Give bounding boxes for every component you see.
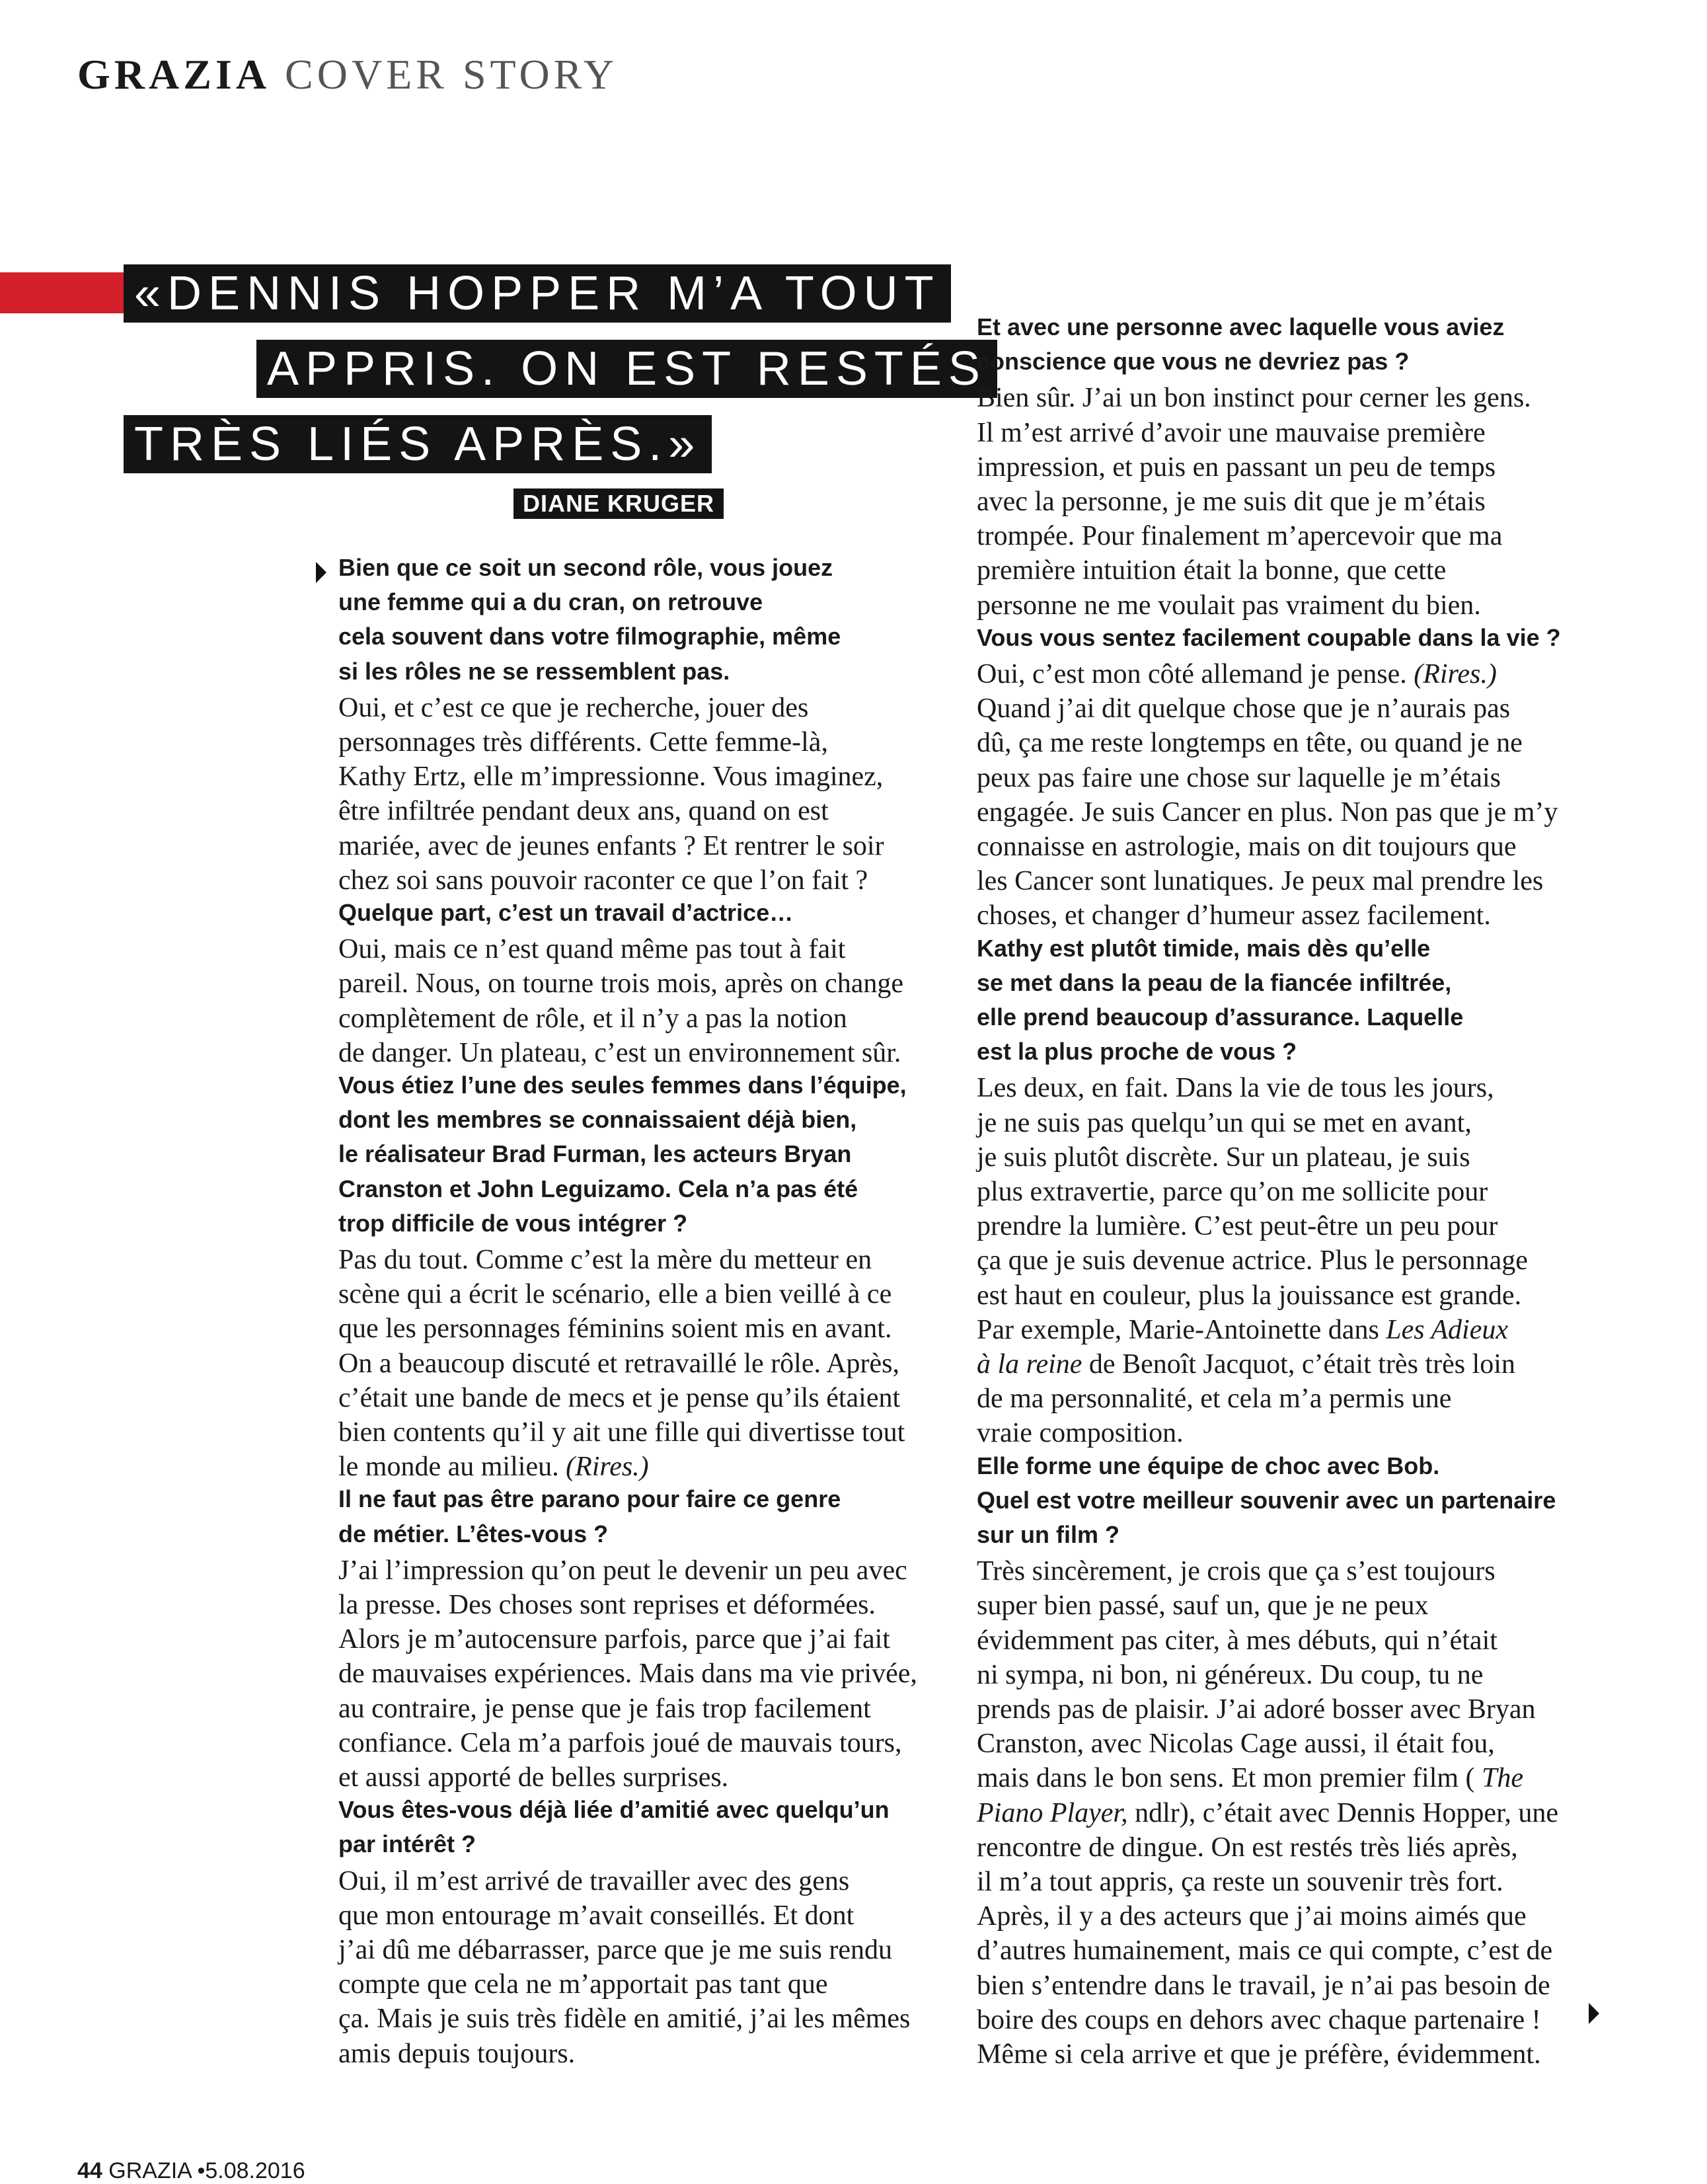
answer-line — [977, 1280, 1521, 1311]
answer-line — [338, 1313, 891, 1345]
line-text: bien s’entendre dans le travail, je n’ai pas besoin de — [977, 1970, 1550, 2001]
line-text: Bien que ce soit un second rôle, vous jouez — [338, 554, 833, 581]
line-text: Pas du tout. Comme c’est la mère du metteur en — [338, 1245, 872, 1275]
line-text: Les deux, en fait. Dans la vie de tous les jours, — [977, 1073, 1494, 1104]
pullquote-author: DIANE KRUGER — [513, 488, 724, 519]
line-text: chez soi sans pouvoir raconter ce que l’on fait ? — [338, 865, 868, 896]
question-line — [338, 1796, 890, 1824]
question-line — [977, 624, 1561, 652]
answer-line — [977, 1625, 1498, 1657]
line-text: être infiltrée pendant deux ans, quand on est — [338, 796, 829, 827]
answer-line — [977, 727, 1523, 759]
answer-line — [338, 1348, 899, 1380]
line-text: Bien sûr. J’ai un bon instinct pour cerner les gens. — [977, 383, 1531, 414]
line-text: c’était une bande de mecs et je pense qu’ils étaient — [338, 1382, 901, 1413]
line-text: J’ai l’impression qu’on peut le devenir un peu avec — [338, 1555, 907, 1586]
line-text: Alors je m’autocensure parfois, parce que j’ai fait — [338, 1624, 890, 1655]
answer-line — [338, 2038, 575, 2070]
answer-line — [977, 451, 1496, 483]
answer-line — [977, 1555, 1496, 1587]
answer-line — [977, 1866, 1503, 1898]
answer-line — [338, 1865, 849, 1897]
answer-line — [338, 692, 808, 724]
line-text: que mon entourage m’avait conseillés. Et dont — [338, 1900, 854, 1931]
line-text: engagée. Je suis Cancer en plus. Non pas que je m’y — [977, 797, 1558, 828]
header-section: COVER STORY — [285, 51, 619, 98]
line-text: de danger. Un plateau, c’est un environnement sûr. — [338, 1037, 901, 1068]
line-text-cont: de Benoît Jacquot, c’était très très loin — [1082, 1349, 1515, 1380]
line-italic-text: à la reine — [977, 1349, 1082, 1380]
question-line — [338, 899, 793, 927]
line-text: Quel est votre meilleur souvenir avec un partenaire — [977, 1486, 1556, 1514]
answer-line — [977, 1728, 1495, 1760]
continue-arrow-icon — [1589, 2003, 1599, 2024]
question-line — [338, 1520, 608, 1548]
line-text-cont: ndlr), c’était avec Dennis Hopper, une — [1127, 1797, 1559, 1828]
line-text: boire des coups en dehors avec chaque partenaire ! — [977, 2004, 1541, 2035]
running-header — [77, 50, 618, 99]
answer-line — [977, 658, 1497, 690]
answer-line — [977, 1797, 1558, 1829]
accent-bar — [0, 272, 132, 313]
answer-line — [338, 795, 829, 827]
line-text: cela souvent dans votre filmographie, même — [338, 623, 841, 650]
question-line — [977, 1038, 1297, 1066]
answer-line — [977, 1935, 1552, 1967]
line-text: Kathy Ertz, elle m’impressionne. Vous imaginez, — [338, 761, 884, 793]
line-text: ça que je suis devenue actrice. Plus le personnage — [977, 1245, 1528, 1276]
answer-line — [338, 1003, 847, 1034]
line-text: pareil. Nous, on tourne trois mois, après on change — [338, 968, 903, 999]
line-text: mariée, avec de jeunes enfants ? Et rentrer le soir — [338, 830, 884, 861]
line-text: j’ai dû me débarrasser, parce que je me suis rendu — [338, 1935, 892, 1965]
line-text: ça. Mais je suis très fidèle en amitié, j’ai les mêmes — [338, 2004, 911, 2035]
line-text: Oui, et c’est ce que je recherche, jouer des — [338, 692, 809, 723]
answer-line — [977, 2004, 1541, 2036]
line-text: par intérêt ? — [338, 1830, 476, 1858]
answer-line — [338, 1934, 892, 1966]
line-italic-text: The — [1482, 1763, 1524, 1794]
line-text: Après, il y a des acteurs que j’ai moins aimés que — [977, 1901, 1527, 1932]
line-text: Cranston et John Leguizamo. Cela n’a pas été — [338, 1175, 858, 1202]
answer-line — [338, 1417, 905, 1448]
line-text: Et avec une personne avec laquelle vous aviez — [977, 313, 1505, 340]
header-brand: GRAZIA — [77, 51, 271, 98]
line-text: compte que cela ne m’apportait pas tant que — [338, 1969, 828, 2000]
line-text: plus extravertie, parce qu’on me sollicite pour — [977, 1177, 1488, 1207]
line-text: Vous étiez l’une des seules femmes dans l’équipe, — [338, 1072, 907, 1099]
answer-line — [977, 1348, 1515, 1380]
question-line — [977, 1487, 1556, 1514]
line-text: rencontre de dingue. On est restés très liés après, — [977, 1832, 1518, 1863]
answer-line — [977, 2039, 1541, 2070]
line-text: scène qui a écrit le scénario, elle a bien veillé à ce — [338, 1279, 892, 1310]
line-text: Vous vous sentez facilement coupable dans la vie ? — [977, 623, 1561, 651]
question-line — [338, 658, 730, 685]
line-text: le réalisateur Brad Furman, les acteurs Bryan — [338, 1140, 852, 1168]
answer-line — [977, 1590, 1428, 1621]
line-text: au contraire, je pense que je fais trop facilement — [338, 1693, 871, 1724]
answer-line — [338, 726, 828, 758]
line-text: de ma personnalité, et cela m’a permis une — [977, 1384, 1452, 1415]
line-text: Quand j’ai dit quelque chose que je n’aurais pas — [977, 693, 1511, 724]
line-text: avec la personne, je me suis dit que je m’étais — [977, 487, 1486, 517]
line-text: confiance. Cela m’a parfois joué de mauvais tours, — [338, 1727, 902, 1758]
answer-line — [977, 1762, 1523, 1794]
line-text: Vous êtes-vous déjà liée d’amitié avec quelqu’un — [338, 1796, 890, 1824]
question-line — [977, 1003, 1463, 1031]
line-text: conscience que vous ne devriez pas ? — [977, 348, 1410, 375]
line-text: que les personnages féminins soient mis en avant. — [338, 1313, 892, 1345]
answer-line — [338, 830, 884, 862]
line-text: Très sincèrement, je crois que ça s’est toujours — [977, 1556, 1496, 1587]
line-text: est haut en couleur, plus la jouissance est grande. — [977, 1280, 1522, 1311]
line-text: dont les membres se connaissaient déjà bien, — [338, 1106, 857, 1134]
line-text: Oui, il m’est arrivé de travailler avec des gens — [338, 1865, 850, 1896]
line-text: Même si cela arrive et que je préfère, évidemment. — [977, 2039, 1541, 2070]
footer-date: 5.08.2016 — [205, 2158, 305, 2183]
line-text: Par exemple, Marie-Antoinette dans — [977, 1314, 1379, 1345]
answer-line — [977, 1832, 1518, 1863]
answer-line — [977, 762, 1501, 794]
line-text: connaisse en astrologie, mais on dit toujours que — [977, 832, 1517, 862]
line-text: se met dans la peau de la fiancée infiltrée, — [977, 968, 1452, 996]
line-text: complètement de rôle, et il n’y a pas la notion — [338, 1003, 847, 1034]
line-text: Il m’est arrivé d’avoir une mauvaise première — [977, 417, 1486, 448]
question-line — [338, 1175, 858, 1203]
line-text: de métier. L’êtes-vous ? — [338, 1520, 609, 1547]
answer-line — [338, 1762, 728, 1793]
line-italic-text: (Rires.) — [1414, 659, 1497, 689]
answer-line — [977, 1417, 1184, 1449]
line-text: prendre la lumière. C’est peut-être un peu pour — [977, 1211, 1498, 1242]
answer-line — [977, 900, 1491, 931]
line-text: Oui, c’est mon côté allemand je pense. — [977, 659, 1407, 689]
answer-line — [977, 1970, 1550, 2002]
line-text: Il ne faut pas être parano pour faire ce genre — [338, 1485, 841, 1513]
answer-line — [338, 1623, 890, 1655]
question-line — [338, 554, 833, 582]
answer-line — [977, 1176, 1488, 1208]
answer-line — [977, 1210, 1498, 1242]
line-text: une femme qui a du cran, on retrouve — [338, 588, 763, 616]
pullquote-line-2: APPRIS. ON EST RESTÉS — [256, 340, 997, 398]
answer-line — [977, 382, 1531, 414]
line-text: le monde au milieu. — [338, 1452, 559, 1483]
line-text: je ne suis pas quelqu’un qui se met en avant, — [977, 1107, 1472, 1138]
question-line — [977, 348, 1409, 375]
answer-line — [977, 1900, 1527, 1932]
line-text: choses, et changer d’humeur assez facilement. — [977, 900, 1491, 931]
question-line — [977, 313, 1504, 341]
line-text: personne ne me voulait pas vraiment du bien. — [977, 590, 1481, 621]
footer-bullet: • — [197, 2158, 206, 2183]
answer-line — [338, 1589, 876, 1621]
answer-line — [338, 1451, 649, 1483]
line-text: sur un film ? — [977, 1521, 1119, 1548]
pullquote-line-3: TRÈS LIÉS APRÈS.» — [124, 415, 712, 473]
line-text: ni sympa, ni bon, ni généreux. Du coup, tu ne — [977, 1659, 1484, 1690]
answer-line — [338, 865, 868, 896]
answer-line — [977, 797, 1558, 828]
line-text: bien contents qu’il y ait une fille qui divertisse tout — [338, 1417, 905, 1448]
answer-line — [338, 1693, 871, 1725]
answer-line — [977, 1142, 1470, 1173]
line-text: d’autres humainement, mais ce qui compte, c’est de — [977, 1935, 1553, 1967]
line-text: trompée. Pour finalement m’apercevoir que ma — [977, 521, 1503, 552]
question-line — [977, 935, 1430, 962]
answer-line — [977, 831, 1517, 863]
line-text: première intuition était la bonne, que cette — [977, 555, 1447, 586]
article-start-arrow-icon — [316, 562, 326, 583]
answer-line — [338, 1278, 891, 1310]
answer-line — [977, 1659, 1483, 1691]
line-text: vraie composition. — [977, 1418, 1184, 1449]
answer-line — [977, 1107, 1472, 1139]
question-line — [977, 1452, 1439, 1480]
line-text: super bien passé, sauf un, que je ne peux — [977, 1590, 1429, 1621]
line-text: est la plus proche de vous ? — [977, 1038, 1297, 1066]
line-text: peux pas faire une chose sur laquelle je m’étais — [977, 762, 1501, 793]
line-text: il m’a tout appris, ça reste un souvenir très fort. — [977, 1867, 1503, 1897]
answer-line — [338, 2003, 910, 2035]
line-text: Quelque part, c’est un travail d’actrice… — [338, 899, 794, 926]
answer-line — [338, 1555, 907, 1586]
answer-line — [977, 865, 1543, 897]
line-text: Oui, mais ce n’est quand même pas tout à fait — [338, 934, 846, 965]
question-line — [977, 969, 1451, 997]
answer-line — [977, 1072, 1494, 1104]
answer-line — [338, 1969, 828, 2000]
answer-line — [338, 968, 903, 999]
footer-magazine: GRAZIA — [108, 2158, 191, 2183]
line-italic-text: Les Adieux — [1386, 1314, 1508, 1345]
answer-line — [338, 1727, 902, 1759]
question-line — [338, 1072, 907, 1099]
line-text: elle prend beaucoup d’assurance. Laquelle — [977, 1003, 1464, 1031]
line-text: dû, ça me reste longtemps en tête, ou quand je ne — [977, 728, 1523, 759]
answer-line — [338, 1037, 901, 1069]
page-number: 44 — [77, 2158, 102, 2183]
line-text: de mauvaises expériences. Mais dans ma vie privée, — [338, 1658, 917, 1690]
answer-line — [977, 693, 1510, 724]
line-text: impression, et puis en passant un peu de temps — [977, 451, 1496, 483]
line-italic-text: Piano Player, — [977, 1797, 1128, 1828]
answer-line — [977, 1694, 1536, 1725]
answer-line — [338, 1382, 900, 1414]
line-text: prends pas de plaisir. J’ai adoré bosser avec Bryan — [977, 1694, 1536, 1725]
answer-line — [977, 417, 1486, 449]
answer-line — [977, 486, 1486, 518]
line-text: évidemment pas citer, à mes débuts, qui n’était — [977, 1625, 1498, 1656]
line-text: personnages très différents. Cette femme-là, — [338, 727, 828, 758]
question-line — [338, 1140, 851, 1168]
question-line — [338, 1210, 687, 1237]
answer-line — [338, 1658, 917, 1690]
line-text: si les rôles ne se ressemblent pas. — [338, 657, 730, 685]
question-line — [977, 1521, 1119, 1549]
line-italic-text: (Rires.) — [566, 1452, 649, 1483]
answer-line — [977, 1383, 1451, 1415]
line-text: je suis plutôt discrète. Sur un plateau, je suis — [977, 1142, 1470, 1173]
line-text: Elle forme une équipe de choc avec Bob. — [977, 1452, 1440, 1479]
question-line — [338, 623, 841, 650]
line-text: les Cancer sont lunatiques. Je peux mal prendre les — [977, 866, 1544, 897]
question-line — [338, 1485, 841, 1513]
line-text: trop difficile de vous intégrer ? — [338, 1209, 688, 1237]
answer-line — [338, 933, 845, 965]
question-line — [338, 588, 763, 616]
line-text: la presse. Des choses sont reprises et déformées. — [338, 1590, 876, 1620]
answer-line — [977, 520, 1502, 552]
page-footer — [77, 2158, 305, 2184]
line-text: et aussi apporté de belles surprises. — [338, 1762, 729, 1793]
answer-line — [977, 1314, 1508, 1346]
line-text: mais dans le bon sens. Et mon premier film ( — [977, 1763, 1475, 1794]
line-text: Kathy est plutôt timide, mais dès qu’elle — [977, 934, 1431, 962]
question-line — [338, 1106, 856, 1134]
pullquote-line-1: «DENNIS HOPPER M’A TOUT — [124, 264, 951, 323]
answer-line — [338, 1244, 872, 1276]
answer-line — [977, 1245, 1528, 1276]
answer-line — [977, 590, 1481, 621]
line-text: On a beaucoup discuté et retravaillé le rôle. Après, — [338, 1348, 899, 1379]
answer-line — [338, 1900, 854, 1931]
line-text: Cranston, avec Nicolas Cage aussi, il était fou, — [977, 1729, 1495, 1760]
question-line — [338, 1830, 476, 1858]
answer-line — [338, 761, 883, 793]
answer-line — [977, 555, 1446, 586]
line-text: amis depuis toujours. — [338, 2038, 576, 2069]
